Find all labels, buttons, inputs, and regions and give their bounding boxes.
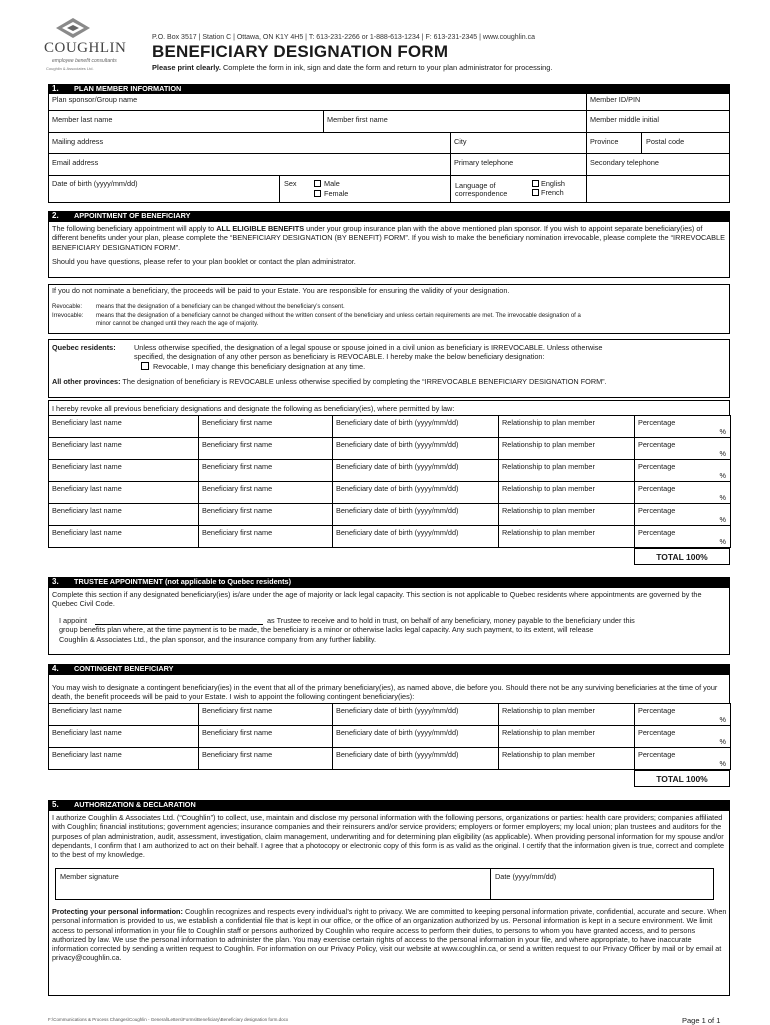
contingent-beneficiary-row-1-col-2[interactable] — [198, 703, 333, 726]
primary-beneficiary-row-6-col-5[interactable] — [634, 525, 731, 548]
section-5-header — [48, 800, 730, 810]
section-5-title: AUTHORIZATION & DECLARATION — [74, 800, 196, 809]
revoke-statement: I hereby revoke all previous beneficiary designations and designate the following as beneficiary(ies), where permitted by law: — [52, 404, 455, 413]
revocable-text: means that the designation of a beneficiary can be changed without the beneficiary’s consent. — [96, 304, 345, 310]
primary-beneficiary-row-1-col-4[interactable] — [498, 415, 635, 438]
privacy-body: Coughlin recognizes and respects every individual’s right to privacy. We are committed to keeping personal information private, confidential, accurate and secure. When personal information is provided to us, we establish a confidential file that is kept in our office, or the office of an organization authorized by us. Personal information is kept in a secure environment. We limit access to personal information in your file to Coughlin staff or persons authorized by Coughlin who require access to perform their duties, to persons to whom you have granted access, and to persons authorized by law. We use the personal information to administer the plan. You may exercise certain rights of access to the personal information in your file, and where appropriate, to have inaccurate information corrected by sending a written request to Coughlin. For information on our Privacy Policy, visit our website at www.coughlin.ca, or send a written request to our Privacy Officer by mail or by email at privacy@coughlin.ca. — [52, 907, 727, 963]
contingent-beneficiary-row-2-col-2[interactable] — [198, 725, 333, 748]
primary-beneficiary-column-label: Beneficiary last name — [52, 506, 122, 515]
subtitle-text: Complete the form in ink, sign and date the form and return to your plan administrator for processing. — [220, 63, 553, 72]
member-middle-initial-label: Member middle initial — [590, 115, 659, 124]
primary-beneficiary-column-label: Beneficiary first name — [202, 440, 273, 449]
primary-beneficiary-row-3-col-1[interactable] — [48, 459, 199, 482]
appoint-label: I appoint — [59, 616, 87, 625]
date-of-birth-field[interactable] — [48, 175, 280, 203]
correspondence-label: correspondence — [455, 189, 508, 198]
primary-telephone-field[interactable] — [450, 153, 587, 176]
plan-sponsor-label: Plan sponsor/Group name — [52, 95, 138, 104]
irrevocable-text-1: means that the designation of a beneficiary cannot be changed without the written consent of the beneficiary and unless certain requirements are met. The irrevocable designation of a — [96, 313, 581, 319]
primary-beneficiary-column-label: Relationship to plan member — [502, 418, 595, 427]
primary-beneficiary-row-4-col-3[interactable] — [332, 481, 499, 504]
primary-beneficiary-row-4-col-5[interactable] — [634, 481, 731, 504]
primary-beneficiary-column-label: Relationship to plan member — [502, 528, 595, 537]
contingent-beneficiary-column-label: Beneficiary first name — [202, 706, 273, 715]
primary-beneficiary-row-4-col-1[interactable] — [48, 481, 199, 504]
contingent-beneficiary-column-label: Beneficiary date of birth (yyyy/mm/dd) — [336, 728, 459, 737]
section-5-box — [48, 810, 730, 996]
primary-beneficiary-column-label: Beneficiary first name — [202, 462, 273, 471]
primary-beneficiary-column-label: Relationship to plan member — [502, 440, 595, 449]
primary-beneficiary-row-2-col-3[interactable] — [332, 437, 499, 460]
primary-beneficiary-row-4-col-2[interactable] — [198, 481, 333, 504]
logo-name: COUGHLIN — [44, 40, 127, 56]
signature-date-field[interactable] — [490, 868, 714, 900]
primary-beneficiary-row-1-col-5[interactable] — [634, 415, 731, 438]
contingent-total-cell — [634, 770, 730, 787]
female-label: Female — [324, 189, 349, 198]
primary-beneficiary-column-label: Relationship to plan member — [502, 484, 595, 493]
revocable-label: Revocable: — [52, 304, 83, 310]
primary-beneficiary-row-3-col-2[interactable] — [198, 459, 333, 482]
contingent-beneficiary-column-label: Percentage — [638, 706, 676, 715]
primary-beneficiary-row-2-col-2[interactable] — [198, 437, 333, 460]
male-label: Male — [324, 179, 340, 188]
secondary-telephone-field[interactable] — [586, 153, 730, 176]
blank-cell — [586, 175, 730, 203]
primary-beneficiary-percent-sign: % — [719, 449, 726, 458]
primary-beneficiary-column-label: Beneficiary last name — [52, 462, 122, 471]
primary-beneficiary-column-label: Percentage — [638, 440, 676, 449]
section-4-intro-box — [48, 674, 730, 704]
primary-beneficiary-row-1-col-3[interactable] — [332, 415, 499, 438]
primary-beneficiary-column-label: Beneficiary date of birth (yyyy/mm/dd) — [336, 462, 459, 471]
section-3-number: 3. — [52, 577, 59, 586]
primary-beneficiary-row-4-col-4[interactable] — [498, 481, 635, 504]
primary-beneficiary-row-2-col-5[interactable] — [634, 437, 731, 460]
contingent-beneficiary-column-label: Beneficiary first name — [202, 728, 273, 737]
primary-beneficiary-row-1-col-2[interactable] — [198, 415, 333, 438]
other-provinces-text: The designation of beneficiary is REVOCABLE unless otherwise specified by completing the “IRREVOCABLE BENEFICIARY DESIGNATION FORM”. — [120, 377, 607, 386]
language-label: Language of — [455, 181, 496, 190]
province-field[interactable] — [586, 132, 642, 154]
contingent-beneficiary-percent-sign: % — [719, 759, 726, 768]
primary-beneficiary-percent-sign: % — [719, 537, 726, 546]
primary-beneficiary-percent-sign: % — [719, 427, 726, 436]
primary-beneficiary-column-label: Beneficiary last name — [52, 528, 122, 537]
primary-beneficiary-column-label: Beneficiary date of birth (yyyy/mm/dd) — [336, 440, 459, 449]
primary-beneficiary-column-label: Relationship to plan member — [502, 462, 595, 471]
postal-code-label: Postal code — [646, 137, 685, 146]
revoke-statement-box — [48, 400, 730, 416]
mailing-address-label: Mailing address — [52, 137, 104, 146]
primary-beneficiary-row-2-col-4[interactable] — [498, 437, 635, 460]
primary-beneficiary-column-label: Beneficiary last name — [52, 440, 122, 449]
page-number: Page 1 of 1 — [682, 1016, 721, 1025]
section-3-box — [48, 587, 730, 655]
contingent-beneficiary-column-label: Beneficiary date of birth (yyyy/mm/dd) — [336, 750, 459, 759]
contingent-beneficiary-column-label: Beneficiary date of birth (yyyy/mm/dd) — [336, 706, 459, 715]
header-address: P.O. Box 3517 | Station C | Ottawa, ON K1Y 4H5 | T: 613-231-2266 or 1-888-613-1234 | F: 613-231-2345 | www.coughlin.ca — [152, 34, 536, 41]
intro-part-a: The following beneficiary appointment will apply to — [52, 224, 217, 233]
irrevocable-label: Irrevocable: — [52, 313, 84, 319]
contingent-beneficiary-column-label: Beneficiary last name — [52, 706, 122, 715]
primary-beneficiary-column-label: Beneficiary last name — [52, 484, 122, 493]
section-3-header — [48, 577, 730, 587]
primary-beneficiary-column-label: Beneficiary first name — [202, 528, 273, 537]
section-2-title: APPOINTMENT OF BENEFICIARY — [74, 211, 191, 220]
contingent-beneficiary-percent-sign: % — [719, 737, 726, 746]
quebec-revocable-checkbox[interactable] — [141, 362, 149, 370]
member-id-label: Member ID/PIN — [590, 95, 641, 104]
section-2-intro-box — [48, 221, 730, 278]
member-first-name-label: Member first name — [327, 115, 388, 124]
sex-label: Sex — [284, 179, 297, 188]
primary-beneficiary-column-label: Beneficiary first name — [202, 484, 273, 493]
contingent-beneficiary-row-2-col-3[interactable] — [332, 725, 499, 748]
section-4-number: 4. — [52, 664, 59, 673]
member-last-name-label: Member last name — [52, 115, 113, 124]
female-checkbox[interactable] — [314, 190, 321, 197]
section-2-definitions-box — [48, 284, 730, 334]
primary-beneficiary-column-label: Beneficiary first name — [202, 506, 273, 515]
logo-tagline-2: Coughlin & Associates Ltd. — [46, 66, 94, 71]
contingent-beneficiary-row-3-col-1[interactable] — [48, 747, 199, 770]
city-field[interactable] — [450, 132, 587, 154]
form-title: BENEFICIARY DESIGNATION FORM — [152, 42, 449, 61]
primary-beneficiary-column-label: Percentage — [638, 528, 676, 537]
contingent-beneficiary-row-1-col-4[interactable] — [498, 703, 635, 726]
contingent-beneficiary-row-2-col-1[interactable] — [48, 725, 199, 748]
primary-beneficiary-row-6-col-1[interactable] — [48, 525, 199, 548]
subtitle-bold: Please print clearly. — [152, 63, 221, 72]
contingent-beneficiary-column-label: Beneficiary last name — [52, 728, 122, 737]
member-last-name-field[interactable] — [48, 110, 324, 133]
primary-beneficiary-row-5-col-5[interactable] — [634, 503, 731, 526]
form-subtitle — [152, 63, 552, 72]
contingent-beneficiary-column-label: Beneficiary first name — [202, 750, 273, 759]
primary-beneficiary-row-3-col-5[interactable] — [634, 459, 731, 482]
contingent-beneficiary-row-1-col-5[interactable] — [634, 703, 731, 726]
male-checkbox[interactable] — [314, 180, 321, 187]
quebec-revocable-label: Revocable, I may change this beneficiary designation at any time. — [153, 362, 366, 371]
quebec-text-2: specified, the designation of any other person as beneficiary is REVOCABLE. I hereby make the below beneficiary designation: — [134, 352, 545, 361]
section-2-questions: Should you have questions, please refer to your plan booklet or contact the plan administrator. — [52, 257, 356, 266]
mailing-address-field[interactable] — [48, 132, 451, 154]
irrevocable-text-2: minor cannot be changed until they reach the age of majority. — [96, 321, 259, 327]
member-signature-field[interactable] — [55, 868, 491, 900]
language-field — [450, 175, 587, 203]
trustee-text-3: Coughlin & Associates Ltd., the plan sponsor, and the insurance company from any further liability. — [59, 635, 377, 644]
contingent-beneficiary-row-3-col-5[interactable] — [634, 747, 731, 770]
section-1-number: 1. — [52, 84, 59, 93]
primary-beneficiary-percent-sign: % — [719, 515, 726, 524]
section-2-number: 2. — [52, 211, 59, 220]
primary-beneficiary-column-label: Percentage — [638, 506, 676, 515]
signature-date-label: Date (yyyy/mm/dd) — [495, 872, 557, 881]
primary-beneficiary-column-label: Beneficiary first name — [202, 418, 273, 427]
privacy-text — [52, 907, 728, 963]
city-label: City — [454, 137, 467, 146]
member-first-name-field[interactable] — [323, 110, 587, 133]
section-2-intro — [52, 224, 726, 252]
member-signature-label: Member signature — [60, 872, 119, 881]
contingent-beneficiary-column-label: Percentage — [638, 728, 676, 737]
contingent-beneficiary-row-3-col-2[interactable] — [198, 747, 333, 770]
date-of-birth-label: Date of birth (yyyy/mm/dd) — [52, 179, 138, 188]
primary-beneficiary-column-label: Percentage — [638, 484, 676, 493]
primary-beneficiary-column-label: Percentage — [638, 462, 676, 471]
section-3-title: TRUSTEE APPOINTMENT (not applicable to Quebec residents) — [74, 577, 292, 586]
section-4-title: CONTINGENT BENEFICIARY — [74, 664, 174, 673]
primary-beneficiary-row-5-col-3[interactable] — [332, 503, 499, 526]
french-checkbox[interactable] — [532, 189, 539, 196]
contingent-instructions: You may wish to designate a contingent beneficiary(ies) in the event that all of the primary beneficiary(ies), as named above, die before you. Should there not be any surviving beneficiaries at the time of your death, the benefit proceeds will be paid to your Estate. I wish to appoint the following contingent beneficiary(ies): — [52, 683, 718, 702]
authorization-text: I authorize Coughlin & Associates Ltd. (“Coughlin”) to collect, use, maintain and disclose my personal information with the following persons, organizations or parties: health care providers; companies affiliated with Coughlin; financial institutions; government agencies; insurance companies and their reinsurers and/or service providers; employers or former employers; my local union; plan trustees and auditors for the purposes of plan administration, audit, assessment, investigation, claim management, underwriting and for determining plan eligibility (as applicable). When providing personal information for my spouse and/or dependants, I confirm that I am authorized to act on their behalf. I agree that a photocopy or electronic copy of this form is as valid as the original. I certify that the information given is true, correct and complete to the best of my knowledge. — [52, 813, 725, 860]
province-label: Province — [590, 137, 619, 146]
primary-total: TOTAL 100% — [656, 552, 708, 562]
contingent-beneficiary-row-3-col-4[interactable] — [498, 747, 635, 770]
coughlin-logo-mark — [56, 18, 90, 42]
primary-beneficiary-row-2-col-1[interactable] — [48, 437, 199, 460]
primary-beneficiary-column-label: Beneficiary date of birth (yyyy/mm/dd) — [336, 418, 459, 427]
primary-beneficiary-column-label: Beneficiary date of birth (yyyy/mm/dd) — [336, 528, 459, 537]
trustee-text-1: as Trustee to receive and to hold in trust, on behalf of any beneficiary, money payable to the beneficiary under this — [267, 616, 635, 625]
primary-beneficiary-row-6-col-4[interactable] — [498, 525, 635, 548]
primary-beneficiary-row-6-col-2[interactable] — [198, 525, 333, 548]
estate-note: If you do not nominate a beneficiary, the proceeds will be paid to your Estate. You are responsible for ensuring the validity of your designation. — [52, 286, 510, 295]
contingent-beneficiary-row-1-col-1[interactable] — [48, 703, 199, 726]
primary-beneficiary-percent-sign: % — [719, 471, 726, 480]
primary-beneficiary-row-3-col-3[interactable] — [332, 459, 499, 482]
primary-beneficiary-column-label: Beneficiary date of birth (yyyy/mm/dd) — [336, 484, 459, 493]
contingent-total: TOTAL 100% — [656, 774, 708, 784]
section-2-header — [48, 211, 730, 221]
english-label: English — [541, 179, 565, 188]
primary-total-cell — [634, 548, 730, 565]
contingent-beneficiary-percent-sign: % — [719, 715, 726, 724]
contingent-beneficiary-column-label: Relationship to plan member — [502, 728, 595, 737]
intro-bold: ALL ELIGIBLE BENEFITS — [216, 224, 305, 233]
primary-beneficiary-row-3-col-4[interactable] — [498, 459, 635, 482]
member-id-field[interactable] — [586, 93, 730, 111]
contingent-beneficiary-column-label: Relationship to plan member — [502, 750, 595, 759]
contingent-beneficiary-row-3-col-3[interactable] — [332, 747, 499, 770]
primary-beneficiary-row-5-col-4[interactable] — [498, 503, 635, 526]
primary-beneficiary-row-5-col-2[interactable] — [198, 503, 333, 526]
section-5-number: 5. — [52, 800, 59, 809]
english-checkbox[interactable] — [532, 180, 539, 187]
footer-file-path: F:\Communications & Process Changes\Coughlin - General\Letters\Forms\Beneficiary\Beneficiary designation form.docx — [48, 1017, 289, 1022]
quebec-label: Quebec residents: — [52, 343, 116, 352]
primary-telephone-label: Primary telephone — [454, 158, 514, 167]
secondary-telephone-label: Secondary telephone — [590, 158, 659, 167]
quebec-text-1: Unless otherwise specified, the designation of a legal spouse or spouse joined in a civil union as beneficiary is IRREVOCABLE. Unless otherwise — [134, 343, 603, 352]
plan-sponsor-field[interactable] — [48, 93, 587, 111]
primary-beneficiary-column-label: Percentage — [638, 418, 676, 427]
french-label: French — [541, 188, 564, 197]
privacy-label: Protecting your personal information: — [52, 907, 183, 916]
trustee-instructions: Complete this section if any designated beneficiary(ies) is/are under the age of majority or lack legal capacity. This section is not applicable to Quebec residents where appointments are governed by the Quebec Civil Code. — [52, 590, 702, 609]
email-label: Email address — [52, 158, 99, 167]
other-provinces-label: All other provinces: — [52, 377, 121, 386]
primary-beneficiary-percent-sign: % — [719, 493, 726, 502]
contingent-beneficiary-column-label: Beneficiary last name — [52, 750, 122, 759]
other-provinces — [52, 377, 728, 386]
contingent-beneficiary-row-1-col-3[interactable] — [332, 703, 499, 726]
primary-beneficiary-row-1-col-1[interactable] — [48, 415, 199, 438]
postal-code-field[interactable] — [641, 132, 730, 154]
primary-beneficiary-column-label: Beneficiary date of birth (yyyy/mm/dd) — [336, 506, 459, 515]
trustee-text-2: group benefits plan where, at the time payment is to be made, the beneficiary is a minor or otherwise lacks legal capacity. Any such payment, to its extent, will release — [59, 625, 594, 634]
intro-part-c: under your group insurance plan with the above mentioned plan sponsor. If you wish to appoint separate beneficiary(ies) of different benefits under your plan, please complete the “BENEFICIARY DESIGNATION (BY BENEFIT) FORM”. If you wish to make the beneficiary nomination irrevocable, please complete the “IRREVOCABLE BENEFICIARY DESIGNATION FORM”. — [52, 224, 725, 252]
primary-beneficiary-column-label: Relationship to plan member — [502, 506, 595, 515]
email-field[interactable] — [48, 153, 451, 176]
primary-beneficiary-row-6-col-3[interactable] — [332, 525, 499, 548]
contingent-beneficiary-column-label: Relationship to plan member — [502, 706, 595, 715]
sex-field — [279, 175, 451, 203]
primary-beneficiary-row-5-col-1[interactable] — [48, 503, 199, 526]
primary-beneficiary-column-label: Beneficiary last name — [52, 418, 122, 427]
member-middle-initial-field[interactable] — [586, 110, 730, 133]
section-1-title: PLAN MEMBER INFORMATION — [74, 84, 182, 93]
contingent-beneficiary-row-2-col-5[interactable] — [634, 725, 731, 748]
contingent-beneficiary-column-label: Percentage — [638, 750, 676, 759]
section-2-province-box — [48, 339, 730, 398]
contingent-beneficiary-row-2-col-4[interactable] — [498, 725, 635, 748]
section-4-header — [48, 664, 730, 674]
logo-tagline: employee benefit consultants — [52, 58, 117, 64]
